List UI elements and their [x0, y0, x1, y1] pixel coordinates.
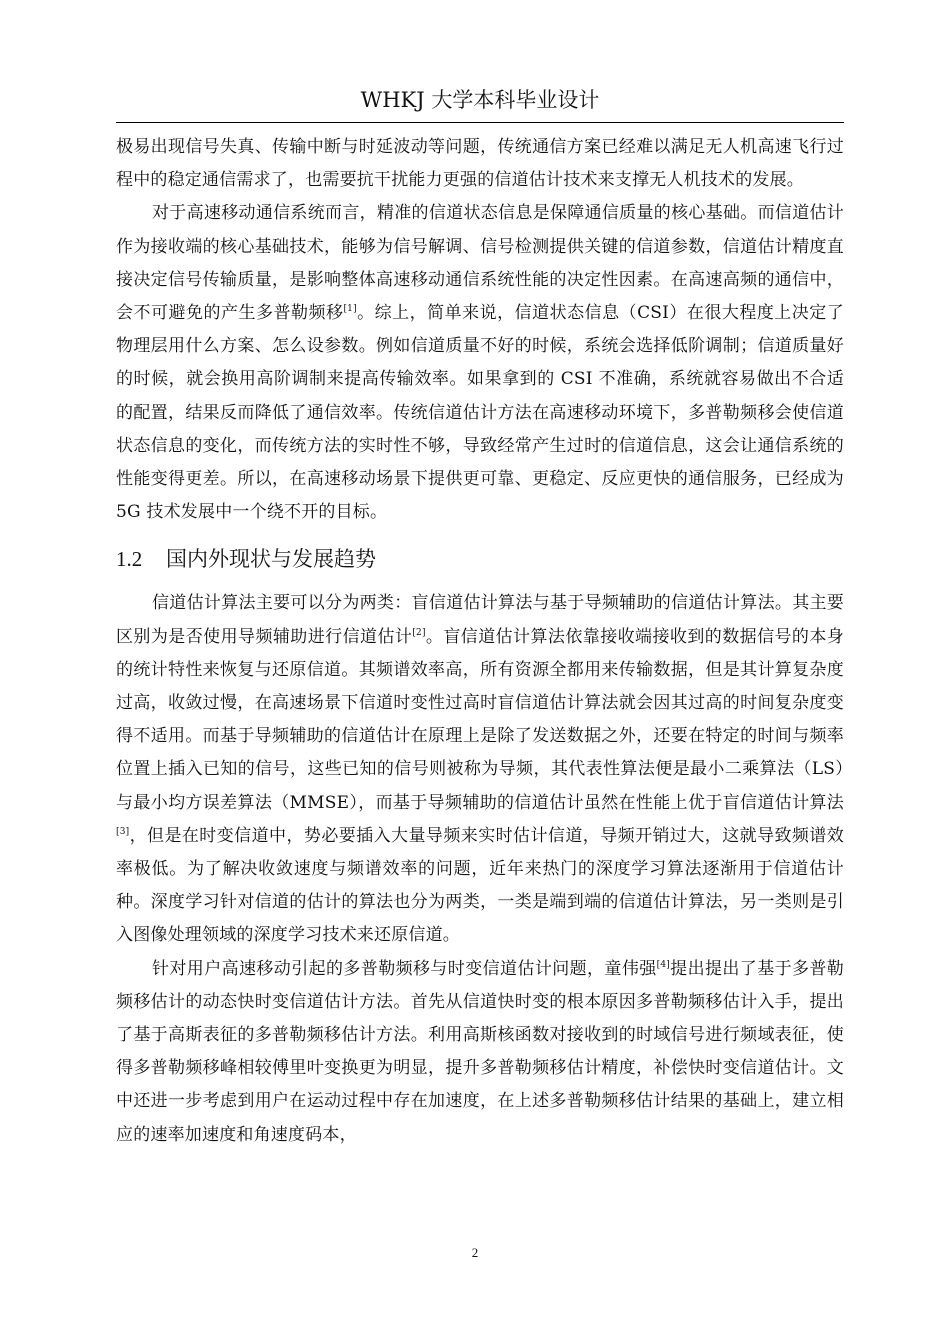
section-heading: [116, 539, 844, 579]
paragraph-4-text-b: 提出提出了基于多普勒频移估计的动态快时变信道估计方法。首先从信道快时变的根本原因多普勒频移估计入手，提出了基于高斯表征的多普勒频移估计方法。利用高斯核函数对接收到的时域信号进行频域表征，使得多普勒频移峰相较傅里叶变换更为明显，提升多普勒频移估计精度，补偿快时变信道估计。文中还进一步考虑到用户在运动过程中存在加速度，在上述多普勒频移估计结果的基础上，建立相应的速率加速度和角速度码本，: [116, 958, 844, 1145]
paragraph-4: [116, 953, 844, 1152]
paragraph-2-text-a: 对于高速移动通信系统而言，精准的信道状态信息是保障通信质量的核心基础。而信道估计作为接收端的核心基础技术，能够为信号解调、信号检测提供关键的信道参数，信道估计精度直接决定信号传输质量，是影响整体高速移动通信系统性能的决定性因素。在高速高频的通信中，会不可避免的产生多普勒频移: [116, 203, 844, 324]
page-body: [116, 131, 844, 1152]
citation-2: [2]: [412, 627, 426, 638]
paragraph-3: [116, 587, 844, 952]
paragraph-1: [116, 131, 844, 197]
section-number: 1.2: [116, 547, 143, 572]
header-divider: [116, 122, 844, 123]
paragraph-2: [116, 197, 844, 529]
page-number: 2: [471, 1245, 479, 1260]
paragraph-3-text-a: 信道估计算法主要可以分为两类：盲信道估计算法与基于导频辅助的信道估计算法。其主要区别为是否使用导频辅助进行信道估计: [116, 593, 844, 647]
citation-1: [1]: [343, 304, 357, 315]
paragraph-1-text: 极易出现信号失真、传输中断与时延波动等问题，传统通信方案已经难以满足无人机高速飞行过程中的稳定通信需求了，也需要抗干扰能力更强的信道估计技术来支撑无人机技术的发展。: [116, 137, 844, 191]
paragraph-3-text-b: 。盲信道估计算法依靠接收端接收到的数据信号的本身的统计特性来恢复与还原信道。其频谱效率高，所有资源全都用来传输数据，但是其计算复杂度过高，收敛过慢，在高速场景下信道时变性过高时盲信道估计算法就会因其过高的时间复杂度变得不适用。而基于导频辅助的信道估计在原理上是除了发送数据之外，还要在特定的时间与频率位置上插入已知的信号，这些已知的信号则被称为导频，其代表性算法便是最小二乘算法（LS）与最小均方误差算法（MMSE），而基于导频辅助的信道估计虽然在性能上优于盲信道估计算法: [116, 626, 844, 813]
paragraph-4-text-a: 针对用户高速移动引起的多普勒频移与时变信道估计问题，童伟强: [152, 958, 657, 979]
section-title: 国内外现状与发展趋势: [166, 547, 376, 572]
page-header: WHKJ 大学本科毕业设计: [360, 88, 600, 112]
paragraph-3-text-c: ，但是在时变信道中，势必要插入大量导频来实时估计信道，导频开销过大，这就导致频谱效率极低。为了解决收敛速度与频谱效率的问题，近年来热门的深度学习算法逐渐用于信道估计种。深度学习针对信道的估计的算法也分为两类，一类是端到端的信道估计算法，另一类则是引入图像处理领域的深度学习技术来还原信道。: [116, 825, 844, 946]
citation-3: [3]: [116, 826, 130, 837]
paragraph-2-text-b: 。综上，简单来说，信道状态信息（CSI）在很大程度上决定了物理层用什么方案、怎么设参数。例如信道质量不好的时候，系统会选择低阶调制；信道质量好的时候，就会换用高阶调制来提高传输效率。如果拿到的 CSI 不准确，系统就容易做出不合适的配置，结果反而降低了通信效率。传统信道估计方法在高速移动环境下，多普勒频移会使信道状态信息的变化，而传统方法的实时性不够，导致经常产生过时的信道信息，这会让通信系统的性能变得更差。所以，在高速移动场景下提供更可靠、更稳定、反应更快的通信服务，已经成为 5G 技术发展中一个绕不开的目标。: [116, 303, 845, 523]
citation-4: [4]: [656, 959, 670, 970]
